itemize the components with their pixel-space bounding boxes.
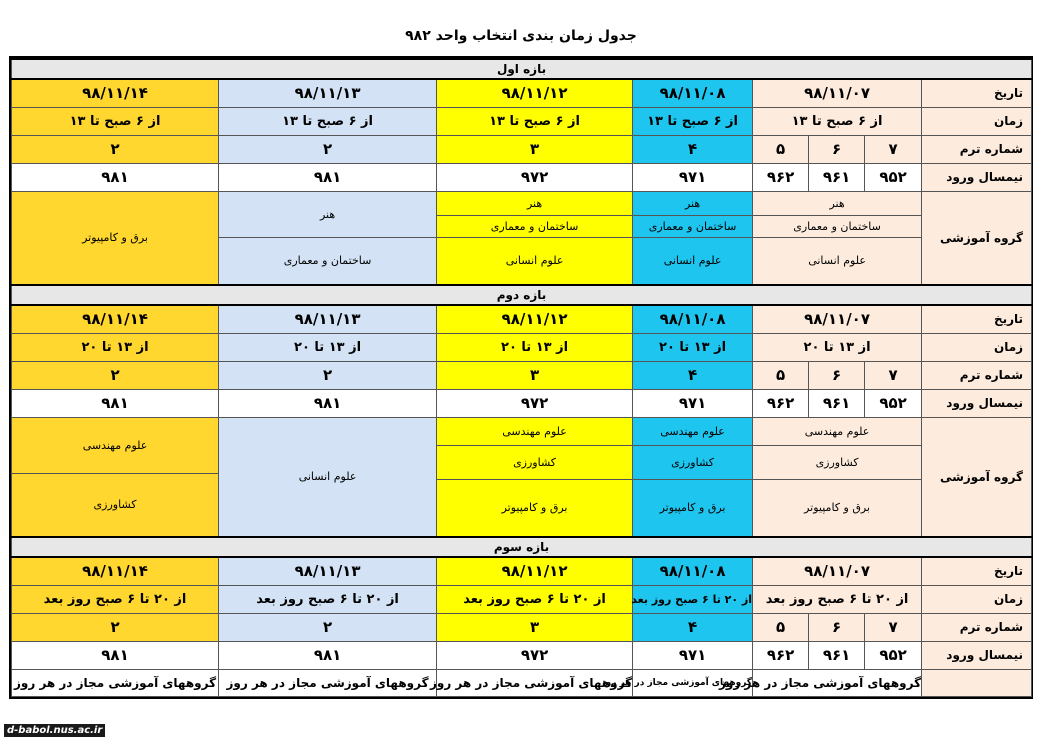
time-label: زمان — [922, 585, 1032, 613]
group-cell: هنر — [437, 191, 633, 215]
allowed-groups-cell: گروههای آموزشی مجاز در هر روز — [219, 669, 437, 696]
entry-cell: ۹۸۱ — [12, 389, 219, 417]
term-cell: ۶ — [809, 613, 865, 641]
entry-cell: ۹۷۱ — [633, 163, 753, 191]
term-cell: ۴ — [633, 613, 753, 641]
group-label: گروه آموزشی — [922, 191, 1032, 285]
entry-cell: ۹۵۲ — [865, 641, 922, 669]
group-cell: علوم انسانی — [753, 237, 922, 285]
group-cell: کشاورزی — [753, 445, 922, 479]
time-row — [12, 107, 1032, 135]
time-cell: از ۱۳ تا ۲۰ — [633, 333, 753, 361]
term-cell: ۲ — [219, 135, 437, 163]
entry-label: نیمسال ورود — [922, 389, 1032, 417]
term-cell: ۲ — [12, 135, 219, 163]
period-2-header: بازه دوم — [12, 285, 1032, 305]
group-cell: ساختمان و معماری — [753, 215, 922, 237]
group-cell: ساختمان و معماری — [219, 237, 437, 285]
date-row — [12, 557, 1032, 585]
date-cell: ۹۸/۱۱/۱۳ — [219, 305, 437, 333]
term-label: شماره ترم — [922, 613, 1032, 641]
entry-cell: ۹۷۱ — [633, 641, 753, 669]
term-row — [12, 613, 1032, 641]
time-cell: از ۶ صبح تا ۱۳ — [437, 107, 633, 135]
date-cell: ۹۸/۱۱/۱۳ — [219, 79, 437, 107]
time-cell: از ۶ صبح تا ۱۳ — [753, 107, 922, 135]
term-cell: ۷ — [865, 361, 922, 389]
term-cell: ۶ — [809, 361, 865, 389]
time-cell: از ۲۰ تا ۶ صبح روز بعد — [12, 585, 219, 613]
date-row — [12, 305, 1032, 333]
entry-cell: ۹۶۱ — [809, 641, 865, 669]
group-cell: هنر — [753, 191, 922, 215]
entry-label: نیمسال ورود — [922, 641, 1032, 669]
term-cell: ۲ — [12, 361, 219, 389]
term-cell: ۳ — [437, 361, 633, 389]
group-cell: ساختمان و معماری — [633, 215, 753, 237]
term-row — [12, 135, 1032, 163]
term-cell: ۵ — [753, 361, 809, 389]
group-cell: برق و کامپیوتر — [12, 191, 219, 285]
allowed-groups-cell: گروههای آموزشی مجاز در هر روز — [633, 669, 753, 696]
term-label: شماره ترم — [922, 135, 1032, 163]
group-cell: ساختمان و معماری — [437, 215, 633, 237]
date-cell: ۹۸/۱۱/۰۸ — [633, 79, 753, 107]
group-cell: علوم انسانی — [633, 237, 753, 285]
group-cell: کشاورزی — [437, 445, 633, 479]
date-cell: ۹۸/۱۱/۰۸ — [633, 305, 753, 333]
term-label: شماره ترم — [922, 361, 1032, 389]
time-cell: از ۲۰ تا ۶ صبح روز بعد — [219, 585, 437, 613]
group-cell: هنر — [219, 191, 437, 237]
entry-cell: ۹۸۱ — [219, 163, 437, 191]
date-cell: ۹۸/۱۱/۱۴ — [12, 79, 219, 107]
period-1-header: بازه اول — [12, 59, 1032, 79]
term-cell: ۲ — [12, 613, 219, 641]
date-cell: ۹۸/۱۱/۰۷ — [753, 79, 922, 107]
group-cell: برق و کامپیوتر — [633, 479, 753, 537]
entry-cell: ۹۸۱ — [12, 641, 219, 669]
date-cell: ۹۸/۱۱/۱۲ — [437, 557, 633, 585]
date-cell: ۹۸/۱۱/۱۴ — [12, 557, 219, 585]
entry-cell: ۹۷۱ — [633, 389, 753, 417]
date-label: تاریخ — [922, 557, 1032, 585]
time-row — [12, 585, 1032, 613]
entry-cell: ۹۷۲ — [437, 163, 633, 191]
entry-row — [12, 389, 1032, 417]
term-cell: ۵ — [753, 613, 809, 641]
time-label: زمان — [922, 333, 1032, 361]
entry-cell: ۹۶۲ — [753, 389, 809, 417]
watermark: d-babol.nus.ac.ir — [4, 724, 105, 737]
time-row — [12, 333, 1032, 361]
entry-cell: ۹۶۱ — [809, 163, 865, 191]
time-cell: از ۶ صبح تا ۱۳ — [12, 107, 219, 135]
date-cell: ۹۸/۱۱/۱۴ — [12, 305, 219, 333]
entry-cell: ۹۷۲ — [437, 641, 633, 669]
time-cell: از ۱۳ تا ۲۰ — [12, 333, 219, 361]
allowed-groups-row — [12, 669, 1032, 696]
entry-cell: ۹۶۲ — [753, 163, 809, 191]
time-cell: از ۱۳ تا ۲۰ — [219, 333, 437, 361]
group-cell: علوم انسانی — [437, 237, 633, 285]
page-title: جدول زمان بندی انتخاب واحد ۹۸۲ — [405, 28, 637, 44]
term-cell: ۶ — [809, 135, 865, 163]
term-cell: ۳ — [437, 613, 633, 641]
group-cell: برق و کامپیوتر — [437, 479, 633, 537]
date-cell: ۹۸/۱۱/۱۲ — [437, 79, 633, 107]
schedule-table — [9, 56, 1033, 699]
time-cell: از ۲۰ تا ۶ صبح روز بعد — [753, 585, 922, 613]
group-cell: کشاورزی — [12, 473, 219, 537]
term-cell: ۲ — [219, 361, 437, 389]
term-cell: ۷ — [865, 135, 922, 163]
entry-label: نیمسال ورود — [922, 163, 1032, 191]
period-3-header: بازه سوم — [12, 537, 1032, 557]
group-cell: علوم مهندسی — [753, 417, 922, 445]
term-cell: ۳ — [437, 135, 633, 163]
term-cell: ۴ — [633, 135, 753, 163]
date-cell: ۹۸/۱۱/۱۳ — [219, 557, 437, 585]
date-label: تاریخ — [922, 79, 1032, 107]
date-cell: ۹۸/۱۱/۱۲ — [437, 305, 633, 333]
term-cell: ۷ — [865, 613, 922, 641]
entry-cell: ۹۸۱ — [12, 163, 219, 191]
date-label: تاریخ — [922, 305, 1032, 333]
group-cell: برق و کامپیوتر — [753, 479, 922, 537]
date-cell: ۹۸/۱۱/۰۷ — [753, 557, 922, 585]
time-label: زمان — [922, 107, 1032, 135]
group-cell: علوم مهندسی — [633, 417, 753, 445]
entry-cell: ۹۸۱ — [219, 389, 437, 417]
entry-cell: ۹۵۲ — [865, 163, 922, 191]
group-cell: علوم انسانی — [219, 417, 437, 537]
group-cell: علوم مهندسی — [437, 417, 633, 445]
entry-cell: ۹۶۲ — [753, 641, 809, 669]
allowed-groups-cell: گروههای آموزشی مجاز در هر روز — [437, 669, 633, 696]
entry-cell: ۹۵۲ — [865, 389, 922, 417]
group-label: گروه آموزشی — [922, 417, 1032, 537]
term-row — [12, 361, 1032, 389]
time-cell: از ۲۰ تا ۶ صبح روز بعد — [437, 585, 633, 613]
time-cell: از ۱۳ تا ۲۰ — [437, 333, 633, 361]
group-cell: هنر — [633, 191, 753, 215]
allowed-groups-cell: گروههای آموزشی مجاز در هر روز — [12, 669, 219, 696]
date-row — [12, 79, 1032, 107]
group-label-empty — [922, 669, 1032, 696]
allowed-groups-cell: گروههای آموزشی مجاز در هر روز — [753, 669, 922, 696]
time-cell: از ۲۰ تا ۶ صبح روز بعد — [633, 585, 753, 613]
time-cell: از ۶ صبح تا ۱۳ — [633, 107, 753, 135]
group-cell: کشاورزی — [633, 445, 753, 479]
term-cell: ۴ — [633, 361, 753, 389]
entry-cell: ۹۶۱ — [809, 389, 865, 417]
entry-cell: ۹۷۲ — [437, 389, 633, 417]
group-cell: علوم مهندسی — [12, 417, 219, 473]
term-cell: ۵ — [753, 135, 809, 163]
time-cell: از ۶ صبح تا ۱۳ — [219, 107, 437, 135]
time-cell: از ۱۳ تا ۲۰ — [753, 333, 922, 361]
entry-row — [12, 641, 1032, 669]
term-cell: ۲ — [219, 613, 437, 641]
entry-row — [12, 163, 1032, 191]
date-cell: ۹۸/۱۱/۰۸ — [633, 557, 753, 585]
date-cell: ۹۸/۱۱/۰۷ — [753, 305, 922, 333]
entry-cell: ۹۸۱ — [219, 641, 437, 669]
